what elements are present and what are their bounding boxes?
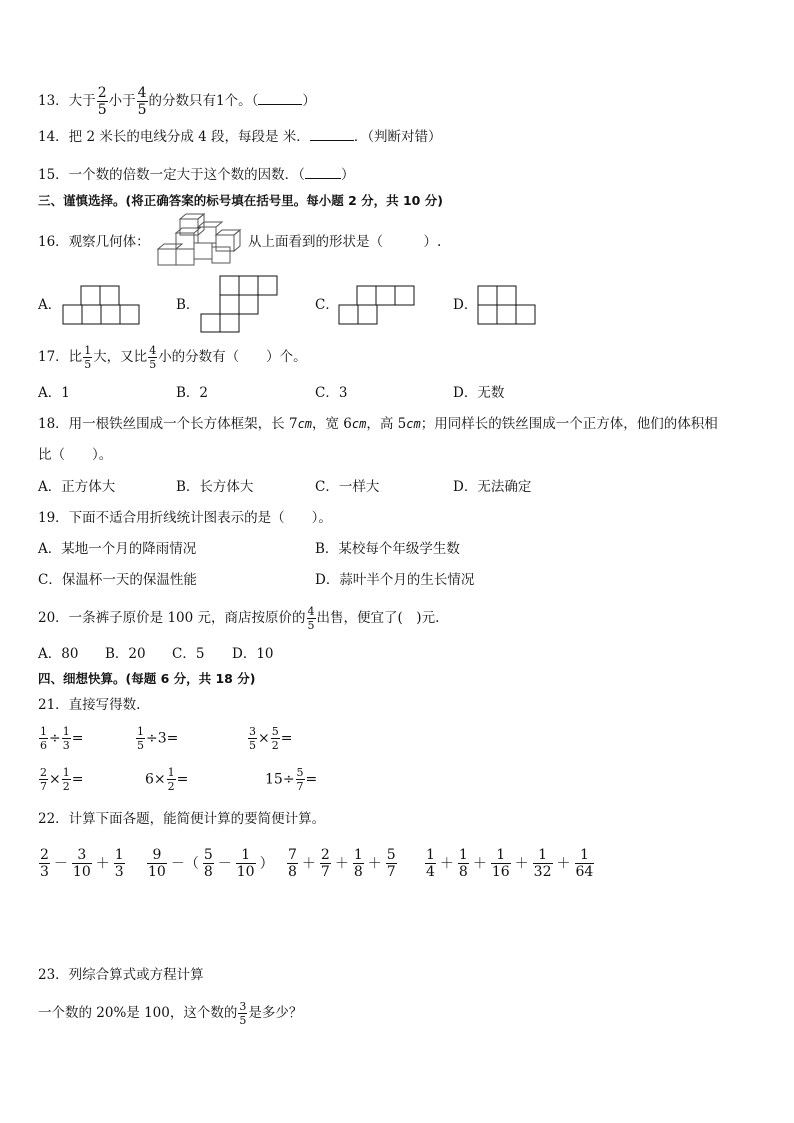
q21-item-3: $\frac{3}{5}$ × $\frac{5}{2}$ = — [249, 725, 293, 752]
question-15: 15．一个数的倍数一定大于这个数的因数．（ ） — [38, 167, 355, 183]
q17-option-c[interactable]: C．3 — [315, 385, 348, 401]
fraction: $\frac{5}{7}$ — [386, 847, 396, 880]
q22-expression-3 — [286, 848, 398, 879]
q19-option-a[interactable]: A．某地一个月的降雨情况 — [38, 541, 197, 557]
question-23-body: 一个数的 20%是 100，这个数的 $\frac{3}{5}$ 是多少？ — [38, 1000, 303, 1027]
fraction: $\frac{1}{64}$ — [575, 847, 594, 880]
geometric-solid-icon — [156, 217, 240, 269]
q16-option-c[interactable]: C． — [315, 297, 339, 313]
q18-option-c[interactable]: C．一样大 — [315, 479, 380, 495]
answer-blank[interactable] — [305, 166, 341, 179]
answer-blank[interactable] — [258, 92, 302, 105]
q20-option-b[interactable]: B．20 — [105, 646, 146, 662]
fraction: $\frac{4}{5}$ — [307, 605, 315, 632]
question-20: 20．一条裤子原价是 100 元，商店按原价的 $\frac{4}{5}$ 出售，便宜了( )元. — [38, 605, 440, 632]
q17-option-d[interactable]: D．无数 — [453, 385, 505, 401]
fraction: $\frac{1}{8}$ — [458, 847, 468, 880]
fraction: $\frac{4}{5}$ — [137, 85, 147, 118]
q18-option-d[interactable]: D．无法确定 — [453, 479, 532, 495]
fraction: $\frac{1}{10}$ — [236, 847, 255, 880]
q22-expression-4 — [424, 848, 595, 879]
question-16-label: 16．观察几何体： — [38, 234, 150, 250]
question-14: 14．把 2 米长的电线分成 4 段，每段是 米． ．（判断对错） — [38, 129, 442, 145]
q22-expression-1 — [38, 848, 126, 879]
question-21: 21．直接写得数. — [38, 697, 141, 713]
fraction: $\frac{7}{8}$ — [288, 847, 297, 880]
section-4-heading: 四、细想快算。(每题 6 分，共 18 分) — [38, 671, 256, 686]
fraction: $\frac{1}{16}$ — [491, 847, 510, 880]
q16-option-d[interactable]: D． — [453, 297, 478, 313]
q20-option-a[interactable]: A．80 — [38, 646, 79, 662]
question-17: 17．比 $\frac{1}{5}$ 大，又比 $\frac{4}{5}$ 小的分数有（ ）个。 — [38, 344, 307, 371]
operator: ＋ — [367, 855, 382, 872]
operator: ＋ — [334, 855, 349, 872]
fraction: $\frac{2}{5}$ — [97, 85, 107, 118]
q21-item-1: $\frac{1}{6}$ ÷ $\frac{1}{3}$ = — [40, 725, 84, 752]
fraction: $\frac{3}{5}$ — [239, 1000, 247, 1027]
option-b-shape — [200, 275, 278, 333]
q19-option-c[interactable]: C．保温杯一天的保温性能 — [38, 572, 197, 588]
q20-option-c[interactable]: C．5 — [172, 646, 205, 662]
question-19: 19．下面不适合用折线统计图表示的是（ ）。 — [38, 510, 332, 526]
question-13: 13．大于 $\frac{2}{5}$ 小于 $\frac{4}{5}$ 的分数只有1个。（ ） — [38, 85, 316, 118]
option-a-shape — [62, 285, 140, 325]
fraction: $\frac{1}{8}$ — [353, 847, 363, 880]
q16-option-a[interactable]: A． — [38, 297, 62, 313]
operator: ＋ — [472, 855, 487, 872]
q17-option-a[interactable]: A．1 — [38, 385, 70, 401]
fraction: $\frac{1}{4}$ — [426, 847, 435, 880]
operator: ＋ — [95, 855, 110, 872]
question-23: 23．列综合算式或方程计算 — [38, 967, 204, 983]
operator: －（ — [170, 855, 199, 872]
answer-blank[interactable] — [310, 128, 354, 141]
operator: ＋ — [439, 855, 454, 872]
q21-item-5: 6× $\frac{1}{2}$ = — [145, 766, 189, 793]
q18-option-b[interactable]: B．长方体大 — [176, 479, 254, 495]
q20-option-d[interactable]: D．10 — [232, 646, 274, 662]
q18-option-a[interactable]: A．正方体大 — [38, 479, 116, 495]
fraction: $\frac{5}{8}$ — [203, 847, 213, 880]
fraction: $\frac{4}{5}$ — [149, 344, 157, 371]
fraction: $\frac{2}{3}$ — [40, 847, 49, 880]
operator: ＋ — [556, 855, 571, 872]
operator: ＋ — [301, 855, 316, 872]
question-18-line-2: 比（ ）。 — [38, 447, 113, 463]
fraction: $\frac{1}{3}$ — [114, 847, 124, 880]
fraction: $\frac{1}{5}$ — [84, 344, 92, 371]
q21-item-6: 15÷ $\frac{5}{7}$ = — [265, 766, 318, 793]
q21-item-2: $\frac{1}{5}$ ÷3= — [137, 725, 179, 752]
fraction: $\frac{1}{32}$ — [533, 847, 552, 880]
question-22: 22．计算下面各题，能简便计算的要简便计算。 — [38, 811, 326, 827]
section-3-heading: 三、谨慎选择。(将正确答案的标号填在括号里。每小题 2 分，共 10 分) — [38, 193, 443, 208]
option-c-shape — [338, 285, 416, 325]
option-d-shape — [477, 285, 537, 325]
q19-option-d[interactable]: D．蒜叶半个月的生长情况 — [315, 572, 475, 588]
q16-option-b[interactable]: B． — [176, 297, 200, 313]
operator: － — [217, 855, 232, 872]
fraction: $\frac{3}{10}$ — [72, 847, 91, 880]
fraction: $\frac{9}{10}$ — [148, 847, 166, 880]
q21-item-4: $\frac{2}{7}$ × $\frac{1}{2}$ = — [40, 766, 84, 793]
operator: ＋ — [514, 855, 529, 872]
operator: － — [53, 855, 68, 872]
q22-expression-2 — [146, 848, 277, 879]
q17-option-b[interactable]: B．2 — [176, 385, 209, 401]
q19-option-b[interactable]: B．某校每个年级学生数 — [315, 541, 460, 557]
fraction: $\frac{2}{7}$ — [320, 847, 330, 880]
question-18-line-1: 18．用一根铁丝围成一个长方体框架，长 7cm，宽 6cm，高 5cm；用同样长的铁丝围成一个正方体，他们的体积相 — [38, 416, 718, 432]
operator: ） — [259, 855, 274, 872]
question-16-text: 从上面看到的形状是（ ）. — [248, 234, 442, 250]
